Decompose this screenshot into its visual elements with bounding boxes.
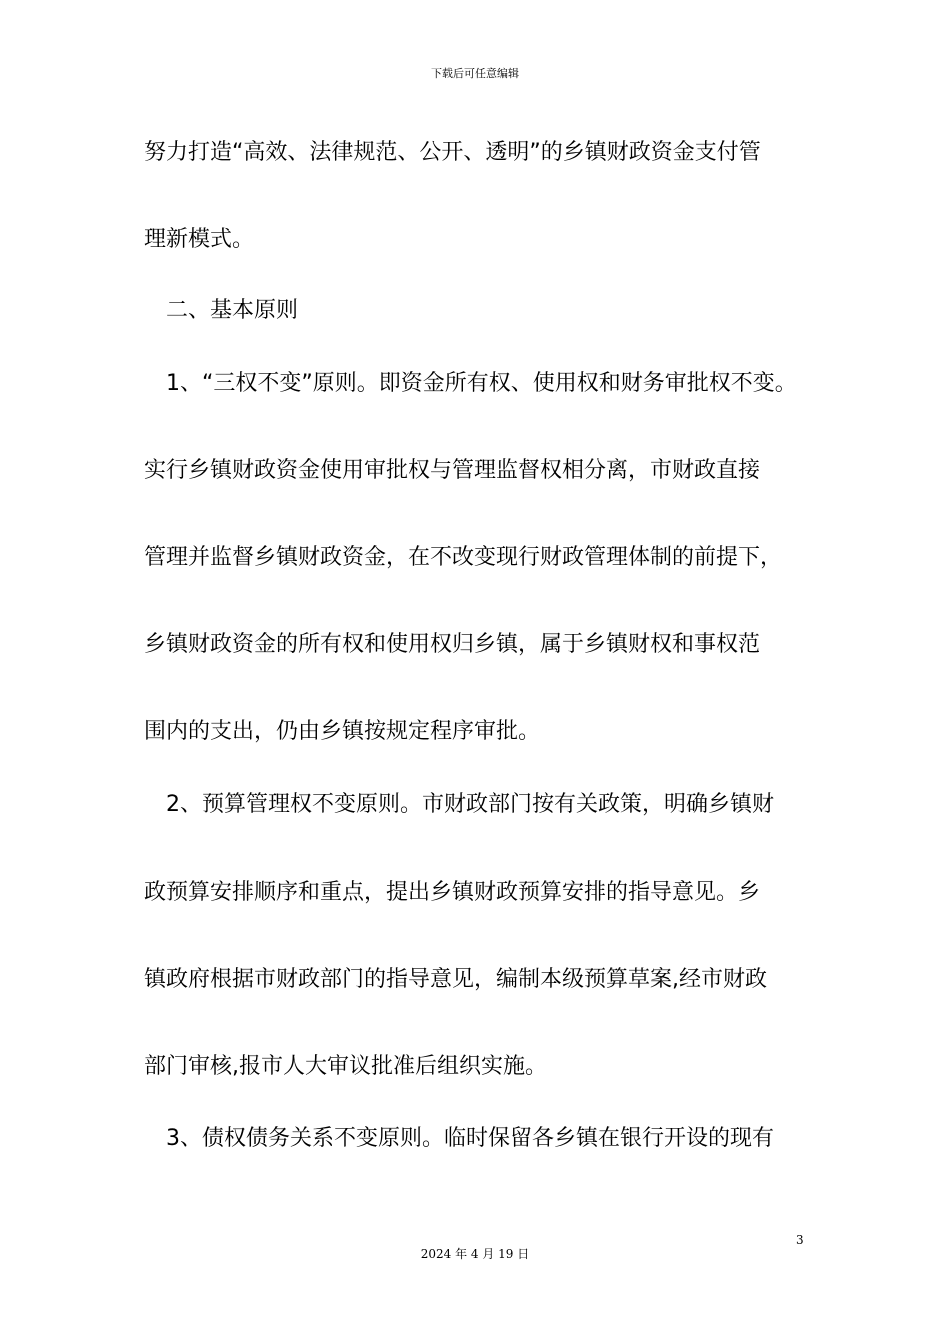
paragraph-line: 政预算安排顺序和重点，提出乡镇财政预算安排的指导意见。乡	[144, 880, 761, 905]
paragraph-line: 镇政府根据市财政部门的指导意见，编制本级预算草案,经市财政	[144, 967, 767, 992]
paragraph-line: 理新模式。	[144, 227, 255, 252]
paragraph-line: 2、预算管理权不变原则。市财政部门按有关政策，明确乡镇财	[166, 792, 774, 817]
section-heading: 二、基本原则	[166, 298, 299, 323]
paragraph-line: 实行乡镇财政资金使用审批权与管理监督权相分离，市财政直接	[144, 458, 761, 483]
paragraph-line: 围内的支出，仍由乡镇按规定程序审批。	[144, 719, 541, 744]
header-note: 下载后可任意编辑	[431, 67, 519, 80]
paragraph-line: 1、“三权不变”原则。即资金所有权、使用权和财务审批权不变。	[166, 371, 797, 396]
paragraph-line: 努力打造“高效、法律规范、公开、透明”的乡镇财政资金支付管	[144, 140, 761, 165]
page-number: 3	[796, 1233, 804, 1247]
paragraph-line: 管理并监督乡镇财政资金，在不改变现行财政管理体制的前提下，	[144, 545, 783, 570]
paragraph-line: 乡镇财政资金的所有权和使用权归乡镇，属于乡镇财权和事权范	[144, 632, 761, 657]
paragraph-line: 部门审核,报市人大审议批准后组织实施。	[144, 1054, 547, 1079]
footer-date: 2024 年 4 月 19 日	[420, 1247, 530, 1261]
paragraph-line: 3、债权债务关系不变原则。临时保留各乡镇在银行开设的现有	[166, 1126, 774, 1151]
